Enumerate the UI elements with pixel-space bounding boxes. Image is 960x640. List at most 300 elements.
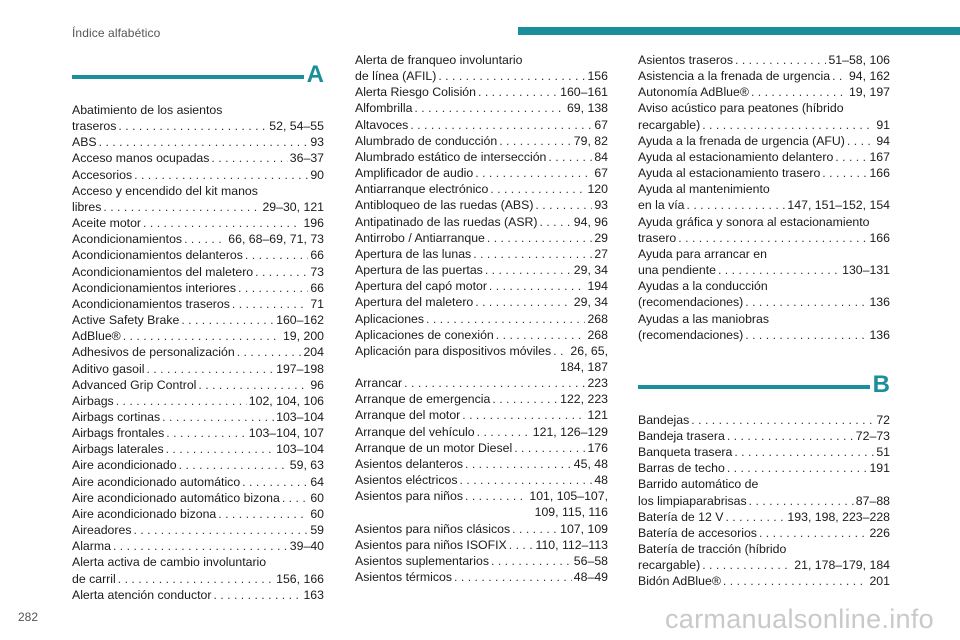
index-entry-term: Asientos térmicos: [355, 570, 453, 584]
index-entry-pages: 29, 34: [573, 295, 608, 310]
index-entry: [638, 149, 890, 165]
index-entry-line: [355, 262, 608, 278]
index-entry-pages: 136: [869, 327, 890, 342]
index-entry-term: Banqueta trasera: [638, 445, 733, 460]
index-entry-term: Asientos para niños: [355, 489, 464, 504]
index-entry: [638, 412, 890, 428]
index-entry-term: en la vía: [638, 198, 685, 213]
index-entry-text: Barrido automático de: [638, 477, 759, 492]
dot-leader: [237, 344, 302, 360]
dot-leader: [438, 68, 585, 84]
index-entry-line: [638, 412, 890, 428]
index-entry-line: [638, 230, 890, 246]
index-entry-line: [72, 587, 324, 603]
index-entry-line: [72, 474, 324, 490]
dot-leader: [489, 278, 586, 294]
index-entry: [355, 214, 608, 230]
dot-leader: [245, 247, 308, 263]
index-entry: [72, 183, 324, 215]
index-entry-pages: 194: [587, 279, 608, 294]
index-entry-term: Airbags cortinas: [72, 409, 161, 424]
index-entry-term: Batería de accesorios: [638, 525, 757, 540]
index-entry-pages: 72–73: [855, 428, 890, 443]
index-entry: [355, 165, 608, 181]
index-entry-line: [355, 343, 608, 359]
dot-leader: [184, 231, 226, 247]
dot-leader: [678, 230, 867, 246]
index-entry-term: Alerta atención conductor: [72, 587, 212, 602]
index-entry-pages: 103–104, 107: [248, 426, 324, 441]
dot-leader: [687, 197, 786, 213]
index-entry-pages-continued: 109, 115, 116: [534, 505, 608, 520]
index-entry-line: [355, 553, 608, 569]
index-entry-term: Active Safety Brake: [72, 313, 180, 328]
index-entry-term: Arranque de emergencia: [355, 392, 491, 407]
index-entry: [72, 344, 324, 360]
index-entry: [72, 247, 324, 263]
index-entry: [72, 441, 324, 457]
index-entry-line: [638, 165, 890, 181]
dot-leader: [473, 246, 592, 262]
dot-leader: [759, 525, 868, 541]
index-entry-line: [638, 444, 890, 460]
index-entry-term: Accesorios: [72, 167, 133, 182]
index-entry-pages: 67: [594, 117, 608, 132]
index-entry-term: Alfombrilla: [355, 101, 413, 116]
dot-leader: [514, 440, 585, 456]
index-entry-line: [355, 100, 608, 116]
index-entry-pages: 196: [303, 216, 324, 231]
dot-leader: [725, 509, 785, 525]
index-entry-pages: 69, 138: [566, 101, 608, 116]
index-entry-text: Ayuda gráfica y sonora al estacionamiento: [638, 214, 870, 229]
index-entry-term: Antiarranque electrónico: [355, 182, 489, 197]
index-entry: [72, 393, 324, 409]
index-entry-line: [72, 457, 324, 473]
index-entry-text: Aviso acústico para peatones (híbrido: [638, 101, 844, 116]
dot-leader: [727, 460, 868, 476]
index-entry-pages: 51: [876, 445, 890, 460]
index-entry: [638, 68, 890, 84]
dot-leader: [410, 117, 592, 133]
index-entry-line: [638, 133, 890, 149]
index-entry-text: Ayuda para arrancar en: [638, 246, 767, 261]
index-entry: [638, 181, 890, 213]
dot-leader: [166, 425, 246, 441]
index-entry-pages: 160–162: [276, 313, 324, 328]
index-entry: [72, 490, 324, 506]
dot-leader: [535, 197, 592, 213]
index-entry-term: Alumbrado de conducción: [355, 133, 498, 148]
index-entry-line: [72, 167, 324, 183]
dot-leader: [238, 280, 308, 296]
index-entry-term: Altavoces: [355, 117, 409, 132]
index-entry-line: [638, 493, 890, 509]
index-entry: [72, 506, 324, 522]
index-entry-pages: 101, 105–107,: [529, 489, 608, 504]
index-entry: [72, 150, 324, 166]
index-entry-pages: 84: [594, 149, 608, 164]
index-entry: [72, 425, 324, 441]
index-entry-pages: 147, 151–152, 154: [787, 198, 890, 213]
dot-leader: [232, 296, 308, 312]
index-entry-line: [355, 456, 608, 472]
index-entry-term: Airbags laterales: [72, 442, 164, 457]
index-entry-text: Alerta activa de cambio involuntario: [72, 555, 267, 570]
index-entry: [638, 311, 890, 343]
index-entry-line: [355, 246, 608, 262]
index-entry-term: Acondicionamientos: [72, 232, 183, 247]
dot-leader: [749, 493, 854, 509]
dot-leader: [832, 68, 847, 84]
index-entry-pages: 91: [876, 117, 890, 132]
index-entry-pages: 163: [303, 587, 324, 602]
index-entry-pages: 122, 223: [560, 392, 608, 407]
dot-leader: [478, 84, 558, 100]
dot-leader: [213, 587, 301, 603]
index-entry-line: [355, 181, 608, 197]
dot-leader: [540, 214, 572, 230]
index-entry-pages: 39–40: [289, 539, 324, 554]
index-entry-pages: 156, 166: [276, 571, 324, 586]
index-entry-line: [72, 522, 324, 538]
index-entry-term: Acondicionamientos traseros: [72, 296, 230, 311]
index-entry-pages: 103–104: [276, 442, 324, 457]
index-entry-pages: 64: [310, 474, 324, 489]
dot-leader: [118, 571, 274, 587]
index-entry-line: [355, 197, 608, 213]
index-entry-term: Alerta Riesgo Colisión: [355, 85, 476, 100]
index-entry-pages: 94, 162: [848, 69, 890, 84]
index-entry: [638, 133, 890, 149]
index-entry-text: Alerta de franqueo involuntario: [355, 53, 523, 67]
index-entry-term: Acondicionamientos interiores: [72, 280, 237, 295]
section-heading-b: [638, 372, 890, 402]
index-entry-pages: 160–161: [560, 85, 608, 100]
index-entry-term: Aplicaciones de conexión: [355, 327, 494, 342]
index-entry-text: Batería de tracción (híbrido: [638, 542, 787, 557]
index-entry-line: [72, 215, 324, 231]
index-entry: [72, 377, 324, 393]
index-entry: [355, 278, 608, 294]
index-entry-line: [72, 118, 324, 134]
index-entry: [638, 214, 890, 246]
index-entry: [72, 102, 324, 134]
index-entry-line: [638, 294, 890, 310]
index-entry-pages: 66: [310, 280, 324, 295]
index-entry: [72, 280, 324, 296]
index-entry: [355, 391, 608, 407]
index-entry-line: [355, 311, 608, 327]
index-entry: [638, 428, 890, 444]
index-entry-term: Antipatinado de las ruedas (ASR): [355, 214, 538, 229]
dot-leader: [179, 457, 288, 473]
index-entry-term: Aplicaciones: [355, 311, 425, 326]
dot-leader: [123, 328, 281, 344]
index-entry-line: [72, 296, 324, 312]
index-entry: [72, 457, 324, 473]
index-entry-pages: 167: [869, 149, 890, 164]
index-entry-line: [638, 573, 890, 589]
header-accent-bar: [518, 27, 960, 35]
dot-leader: [133, 522, 308, 538]
index-entry-term: Asientos delanteros: [355, 456, 464, 471]
index-entry-pages: 191: [869, 461, 890, 476]
dot-leader: [198, 377, 308, 393]
index-entry-term: AdBlue®: [72, 329, 121, 344]
index-entry: [72, 361, 324, 377]
dot-leader: [499, 133, 572, 149]
index-entry-term: Airbags: [72, 393, 114, 408]
index-entry-term: (recomendaciones): [638, 295, 744, 310]
index-entry: [72, 554, 324, 586]
index-entry: [72, 312, 324, 328]
section-rule: [72, 75, 304, 79]
index-entry-term: (recomendaciones): [638, 327, 744, 342]
index-entry: [355, 472, 608, 488]
index-entry-pages: 21, 178–179, 184: [794, 558, 890, 573]
index-entry: [355, 262, 608, 278]
dot-leader: [475, 165, 592, 181]
index-entry-term: Acceso manos ocupadas: [72, 151, 210, 166]
index-entry-line: [355, 294, 608, 310]
index-entry: [355, 294, 608, 310]
index-entry-term: Amplificador de audio: [355, 166, 474, 181]
index-entry: [638, 278, 890, 310]
index-entry: [72, 328, 324, 344]
index-entry-pages: 136: [869, 295, 890, 310]
index-entry-line: [355, 472, 608, 488]
index-entry-term: Apertura de las lunas: [355, 246, 472, 261]
watermark: carmanualsonline.info: [665, 604, 934, 634]
index-entry: [355, 424, 608, 440]
index-entry-line: [355, 327, 608, 343]
index-column-3: [638, 52, 890, 590]
index-entry-line: [638, 428, 890, 444]
index-entry-line: [72, 280, 324, 296]
dot-leader: [490, 181, 585, 197]
index-entry-term: trasero: [638, 230, 677, 245]
dot-leader: [477, 424, 531, 440]
index-entry-pages: 72: [876, 412, 890, 427]
dot-leader: [113, 538, 288, 554]
index-entry-line: [72, 231, 324, 247]
index-entry-line: [638, 327, 890, 343]
page-header-title: Índice alfabético: [72, 26, 161, 40]
dot-leader: [745, 294, 867, 310]
index-entry-term: traseros: [72, 119, 117, 134]
dot-leader: [454, 569, 572, 585]
index-entry: [638, 476, 890, 508]
index-entry: [355, 375, 608, 391]
index-entry-term: Apertura del maletero: [355, 295, 474, 310]
index-entry: [638, 165, 890, 181]
index-entry-term: de carril: [72, 571, 116, 586]
index-entry-line: [638, 52, 890, 68]
dot-leader: [166, 441, 275, 457]
index-entry-term: Airbags frontales: [72, 426, 165, 441]
index-entry-pages: 59, 63: [289, 458, 324, 473]
index-entry-pages: 19, 197: [848, 85, 890, 100]
index-entry-pages: 67: [594, 166, 608, 181]
dot-leader: [134, 167, 308, 183]
index-entry-line: [355, 149, 608, 165]
index-entry: [355, 230, 608, 246]
index-entry-line: [72, 377, 324, 393]
dot-leader: [723, 573, 868, 589]
index-entry-line: [638, 149, 890, 165]
index-entry-term: recargable): [638, 558, 701, 573]
index-entry: [72, 409, 324, 425]
index-entry: [355, 488, 608, 520]
index-entry: [72, 522, 324, 538]
index-entry-line: [638, 68, 890, 84]
dot-leader: [847, 133, 874, 149]
dot-leader: [282, 490, 308, 506]
index-entry-term: Aditivo gasoil: [72, 361, 145, 376]
index-entry-term: libres: [72, 199, 102, 214]
index-entry-line: [355, 375, 608, 391]
index-entry-line: [355, 278, 608, 294]
index-entry: [638, 525, 890, 541]
index-entry-line: [355, 424, 608, 440]
index-entry-term: Alarma: [72, 539, 111, 554]
index-entry-pages: 107, 109: [560, 521, 608, 536]
index-entry-line: [355, 117, 608, 133]
index-entry: [355, 149, 608, 165]
index-entry-pages: 110, 112–113: [535, 537, 608, 552]
index-entry: [355, 553, 608, 569]
index-entry-pages: 93: [594, 198, 608, 213]
index-entry-term: Ayuda a la frenada de urgencia (AFU): [638, 133, 845, 148]
index-entry-text: Ayudas a la conducción: [638, 279, 768, 294]
dot-leader: [485, 262, 572, 278]
index-entry-term: Arranque de un motor Diesel: [355, 440, 513, 455]
dot-leader: [496, 327, 586, 343]
index-entry-line: [638, 84, 890, 100]
index-entry-term: Batería de 12 V: [638, 509, 724, 524]
index-entry-term: Aireadores: [72, 523, 132, 538]
dot-leader: [460, 472, 593, 488]
section-rule: [638, 385, 870, 389]
index-entry: [355, 246, 608, 262]
index-entry: [355, 521, 608, 537]
index-entry-pages: 268: [587, 327, 608, 342]
index-entry: [355, 117, 608, 133]
index-entry-pages: 29: [594, 230, 608, 245]
dot-leader: [103, 199, 260, 215]
section-heading-a: [72, 62, 324, 92]
index-entry-pages: 87–88: [855, 493, 890, 508]
index-entry-pages: 226: [869, 525, 890, 540]
index-entry-line: [355, 537, 608, 553]
index-entry-pages: 60: [310, 506, 324, 521]
dot-leader: [702, 117, 874, 133]
index-entry-line: [355, 68, 608, 84]
index-entry: [638, 541, 890, 573]
index-entry-line: [72, 199, 324, 215]
index-entry-pages: 59: [310, 523, 324, 538]
index-entry-line: [355, 407, 608, 423]
index-entry-line: [72, 150, 324, 166]
index-entry: [72, 587, 324, 603]
index-entry: [638, 84, 890, 100]
index-entry-term: los limpiaparabrisas: [638, 493, 747, 508]
dot-leader: [414, 100, 565, 116]
index-entry-pages: 66: [310, 248, 324, 263]
index-entry-pages: 93: [310, 135, 324, 150]
index-entry: [355, 133, 608, 149]
dot-leader: [487, 230, 592, 246]
dot-leader: [735, 52, 826, 68]
index-entry: [72, 538, 324, 554]
index-entry-pages: 73: [310, 264, 324, 279]
index-entry-term: Aire acondicionado automático bizona: [72, 490, 280, 505]
index-entry-pages: 90: [310, 167, 324, 182]
index-entry-term: Arranque del motor: [355, 408, 461, 423]
index-entry: [72, 296, 324, 312]
index-entry-pages: 79, 82: [573, 133, 608, 148]
index-entry-pages: 60: [310, 490, 324, 505]
index-entry-pages: 45, 48: [573, 456, 608, 471]
index-entry-line: [355, 569, 608, 585]
dot-leader: [146, 361, 274, 377]
index-entry-term: Bandeja trasera: [638, 428, 725, 443]
index-entry: [72, 215, 324, 231]
dot-leader: [218, 506, 308, 522]
index-entry-term: Asientos para niños clásicos: [355, 521, 511, 536]
dot-leader: [509, 537, 534, 553]
index-entry-pages: 94: [876, 133, 890, 148]
index-entry-line: [72, 247, 324, 263]
index-entry-pages: 36–37: [289, 151, 324, 166]
index-entry-pages: 102, 104, 106: [248, 393, 324, 408]
index-entry-term: Aire acondicionado bizona: [72, 506, 217, 521]
section-letter: B: [872, 370, 890, 398]
index-entry-text: Acceso y encendido del kit manos: [72, 183, 258, 198]
index-entry-line: [72, 134, 324, 150]
index-entry-line: [638, 460, 890, 476]
dot-leader: [553, 343, 568, 359]
index-entry-pages: 193, 198, 223–228: [787, 509, 890, 524]
index-entry: [72, 231, 324, 247]
dot-leader: [181, 312, 274, 328]
index-entry-term: Apertura de las puertas: [355, 263, 483, 278]
index-entry: [638, 573, 890, 589]
index-entry: [355, 537, 608, 553]
index-entry-term: Ayuda al estacionamiento trasero: [638, 166, 821, 181]
index-entry-term: Autonomía AdBlue®: [638, 85, 749, 100]
dot-leader: [691, 412, 874, 428]
index-entry: [638, 100, 890, 132]
dot-leader: [255, 264, 308, 280]
index-entry-term: Arranque del vehículo: [355, 424, 475, 439]
index-entry-term: Aceite motor: [72, 216, 142, 231]
index-entry-pages: 19, 200: [282, 329, 324, 344]
dot-leader: [702, 557, 792, 573]
index-entry: [638, 246, 890, 278]
index-entry-line: [355, 488, 608, 504]
index-entry-term: Barras de techo: [638, 461, 725, 476]
index-entry-pages: 52, 54–55: [269, 119, 324, 134]
index-entry-term: Alumbrado estático de intersección: [355, 149, 547, 164]
index-entry-line: [355, 521, 608, 537]
index-entry-line: [72, 328, 324, 344]
dot-leader: [404, 375, 585, 391]
index-entry-pages: 120: [587, 182, 608, 197]
index-entry-pages: 94, 96: [573, 214, 608, 229]
index-entry-pages: 268: [587, 311, 608, 326]
